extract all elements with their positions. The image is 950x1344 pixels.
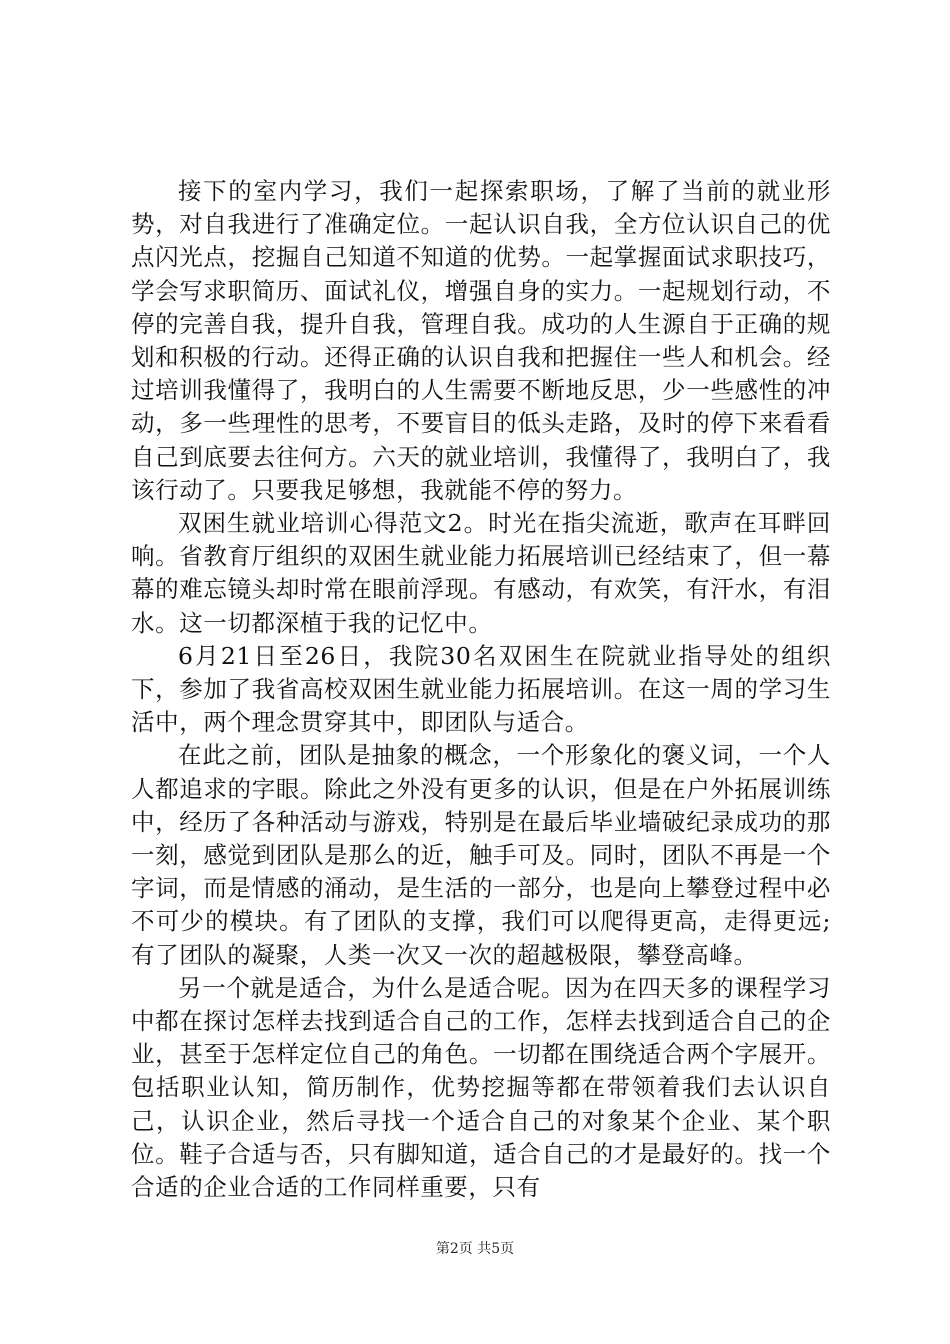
paragraph-1: 接下的室内学习，我们一起探索职场，了解了当前的就业形势，对自我进行了准确定位。一起认识自我，全方位认识自己的优点闪光点，挖掘自己知道不知道的优势。一起掌握面试求职技巧，学会写求职简历、面试礼仪，增强自身的实力。一起规划行动，不停的完善自我，提升自我，管理自我。成功的人生源自于正确的规划和积极的行动。还得正确的认识自我和把握住一些人和机会。经过培训我懂得了，我明白的人生需要不断地反思，少一些感性的冲动，多一些理性的思考，不要盲目的低头走路，及时的停下来看看自己到底要去往何方。六天的就业培训，我懂得了，我明白了，我该行动了。只要我足够想，我就能不停的努力。 [131, 177, 831, 504]
paragraph-2: 双困生就业培训心得范文2。时光在指尖流逝，歌声在耳畔回响。省教育厅组织的双困生就业能力拓展培训已经结束了，但一幕幕的难忘镜头却时常在眼前浮现。有感动，有欢笑，有汗水，有泪水。这一切都深植于我的记忆中。 [131, 509, 831, 637]
page-number-footer: 第2页 共5页 [435, 1241, 515, 1257]
paragraph-5: 另一个就是适合，为什么是适合呢。因为在四天多的课程学习中都在探讨怎样去找到适合自己的工作，怎样去找到适合自己的企业，甚至于怎样定位自己的角色。一切都在围绕适合两个字展开。包括职业认知，简历制作，优势挖掘等都在带领着我们去认识自己，认识企业，然后寻找一个适合自己的对象某个企业、某个职位。鞋子合适与否，只有脚知道，适合自己的才是最好的。找一个合适的企业合适的工作同样重要，只有 [131, 973, 831, 1202]
document-body [131, 175, 831, 1204]
paragraph-3: 6月21日至26日，我院30名双困生在院就业指导处的组织下，参加了我省高校双困生就业能力拓展培训。在这一周的学习生活中，两个理念贯穿其中，即团队与适合。 [131, 641, 831, 737]
paragraph-4: 在此之前，团队是抽象的概念，一个形象化的褒义词，一个人人都追求的字眼。除此之外没有更多的认识，但是在户外拓展训练中，经历了各种活动与游戏，特别是在最后毕业墙破纪录成功的那一刻，感觉到团队是那么的近，触手可及。同时，团队不再是一个字词，而是情感的涌动，是生活的一部分，也是向上攀登过程中必不可少的模块。有了团队的支撑，我们可以爬得更高，走得更远;有了团队的凝聚，人类一次又一次的超越极限，攀登高峰。 [131, 741, 831, 969]
